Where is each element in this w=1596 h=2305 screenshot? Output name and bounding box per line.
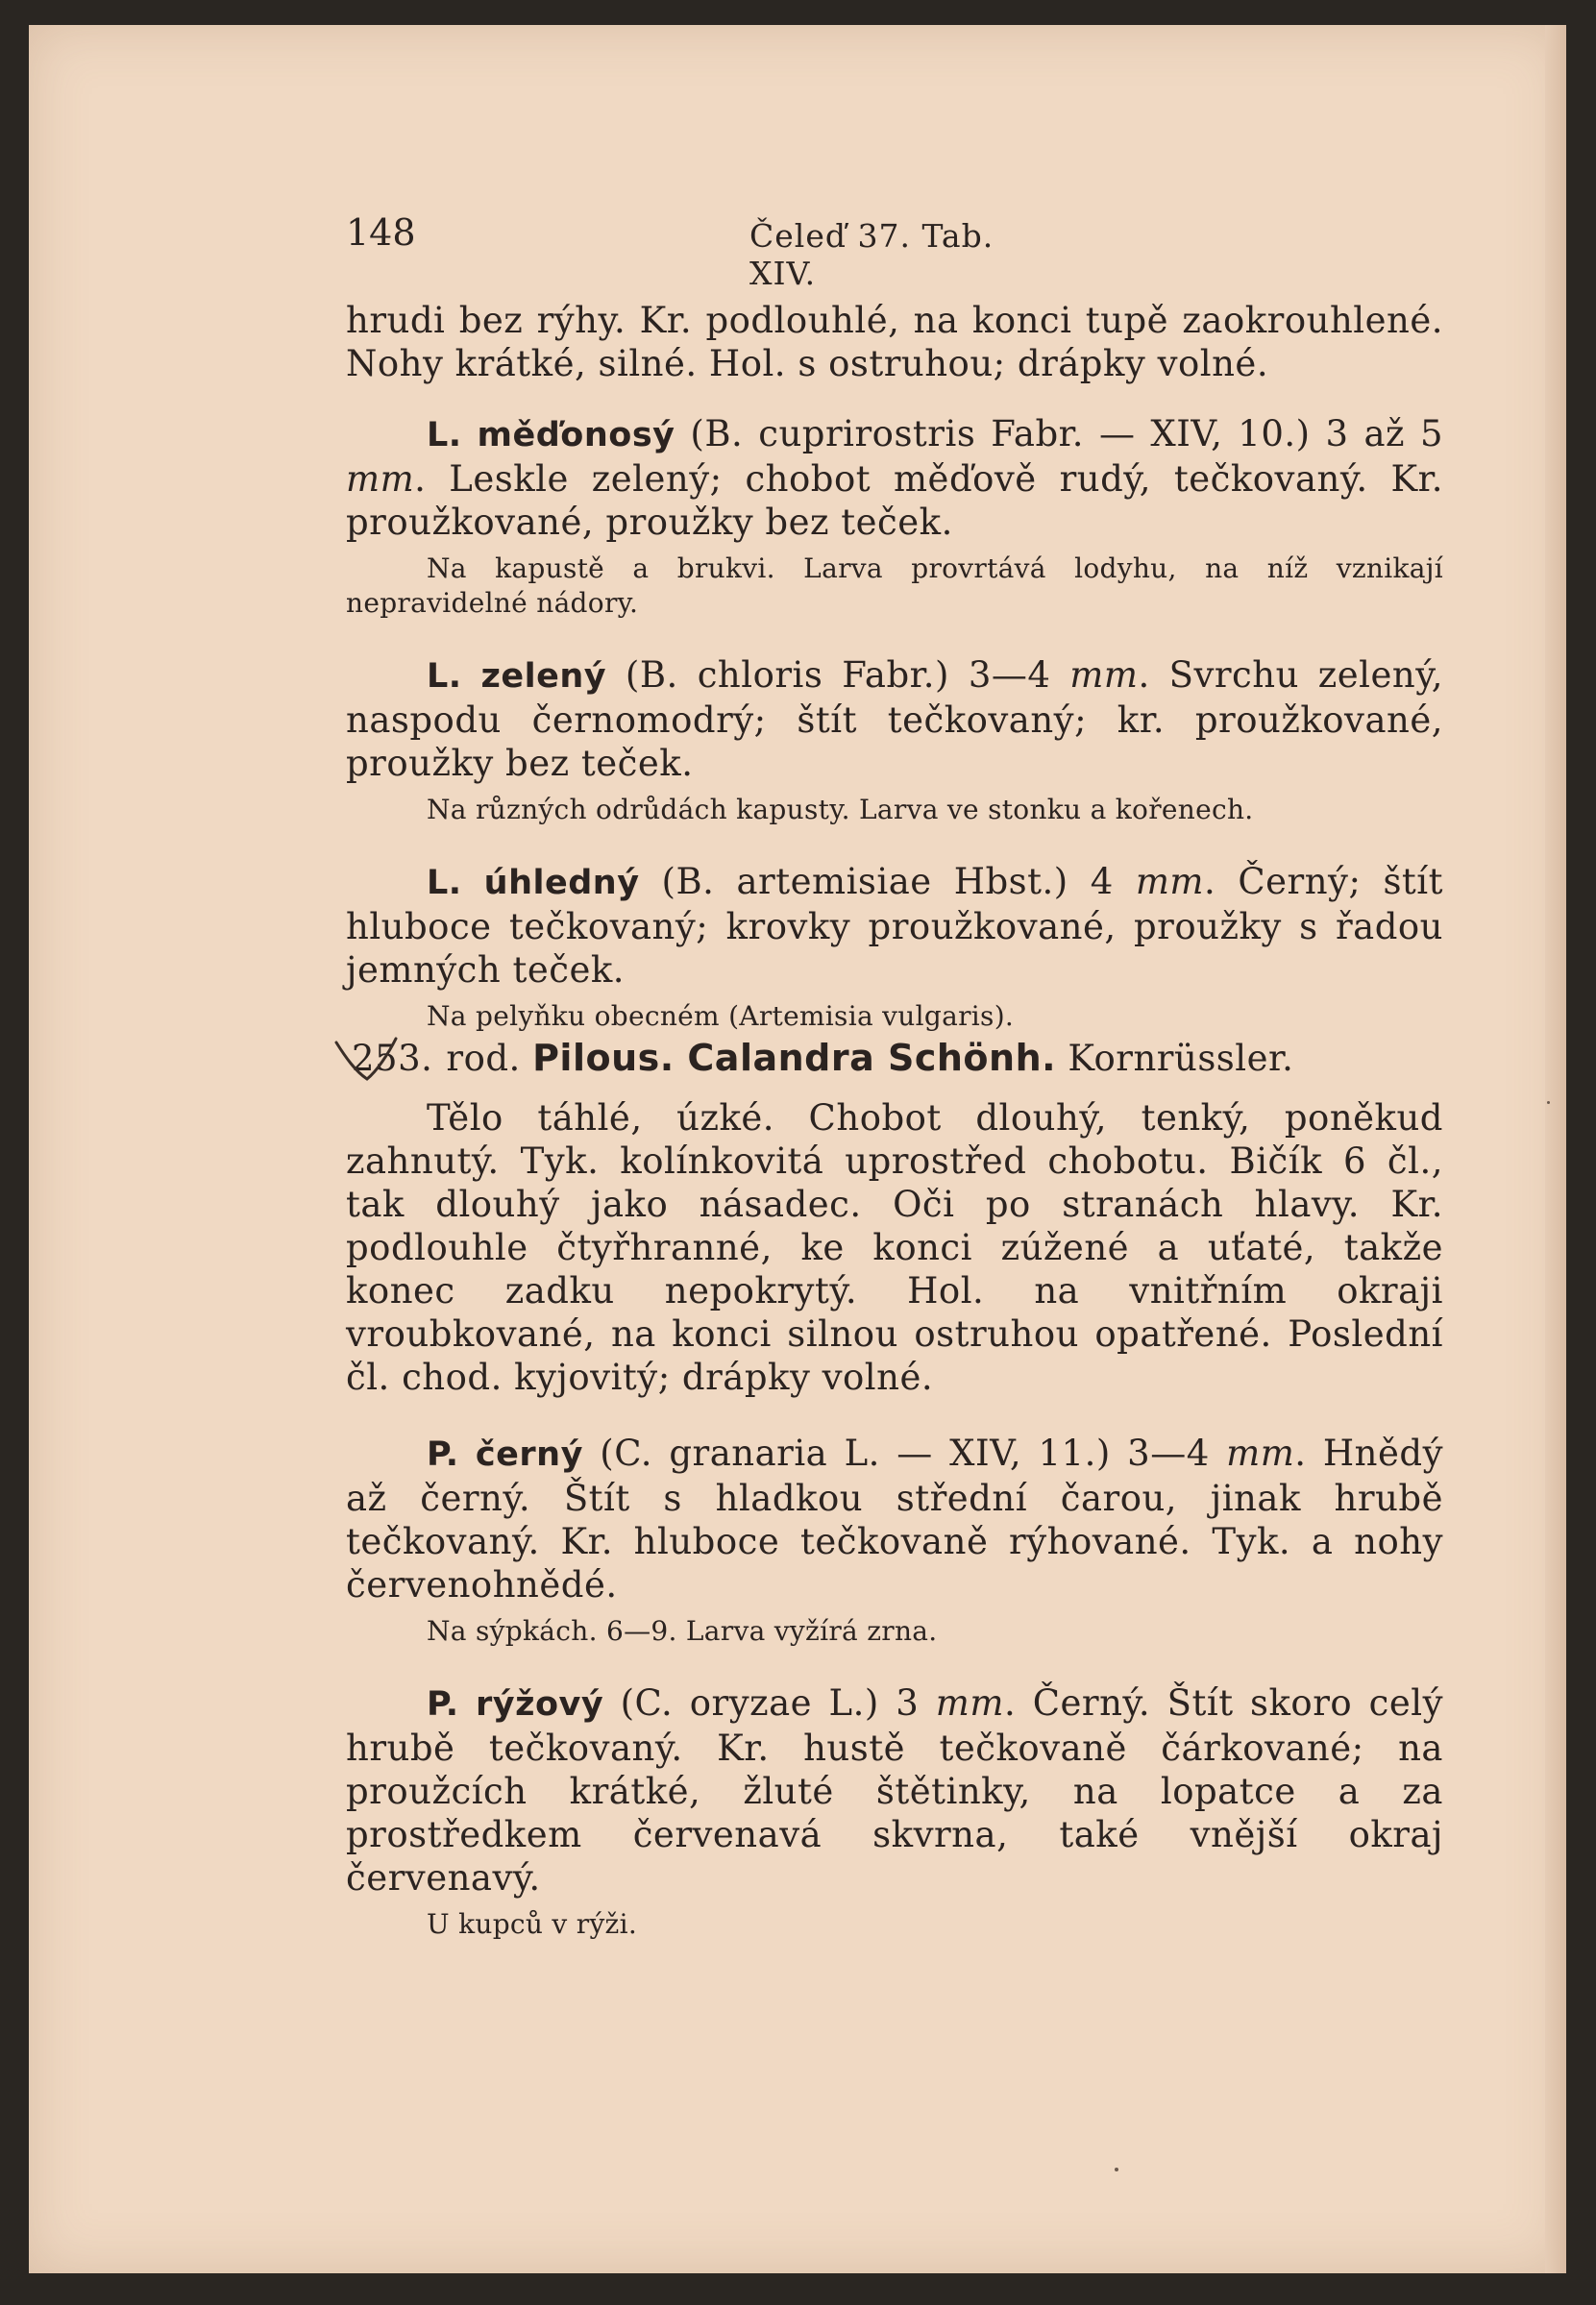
genus-number-wrap xyxy=(346,1035,432,1083)
species-text-b: . Černý. Štít skoro celý hrubě tečkovaný. Kr. hustě tečkovaně čárkované; na proužcích krátké, žluté štětinky, na lopatce a za prostředkem červenavá skvrna, také vnější okraj červenavý. xyxy=(346,1682,1443,1899)
page-body xyxy=(346,299,1443,1942)
species-text-a: (B. cuprirostris Fabr. — XIV, 10.) 3 až 5 xyxy=(675,413,1443,454)
species-text-b: . Svrchu zelený, naspodu černomodrý; štít tečkovaný; kr. proužkované, proužky bez teček. xyxy=(346,654,1443,784)
running-title: Čeleď 37. Tab. XIV. xyxy=(749,217,994,292)
species-text-a: (B. artemisiae Hbst.) 4 xyxy=(639,861,1136,902)
unit: mm xyxy=(1135,861,1205,902)
species-entry-granaria xyxy=(346,1432,1443,1606)
genus-rod: rod. xyxy=(446,1038,521,1079)
genus-description: Tělo táhlé, úzké. Chobot dlouhý, tenký, poněkud zahnutý. Tyk. kolínkovitá uprostřed chobotu. Bičík 6 čl., tak dlouhý jako násadec. Oči po stranách hlavy. Kr. podlouhle čtyřhranné, ke konci zúžené a uťaté, takže konec zadku nepokrytý. Hol. na vnitřním okraji vroubkované, na konci silnou ostruhou opatřené. Poslední čl. chod. kyjovitý; drápky volné. xyxy=(346,1097,1443,1398)
paper-speck xyxy=(1547,1101,1550,1104)
species-note: Na kapustě a brukvi. Larva provrtává lodyhu, na níž vznikají nepravidelné nádory. xyxy=(346,552,1443,619)
species-note: Na sýpkách. 6—9. Larva vyžírá zrna. xyxy=(427,1615,938,1647)
genus-german-name: Kornrüssler. xyxy=(1068,1038,1294,1079)
species-name: černý xyxy=(475,1435,583,1474)
species-abbr: L. xyxy=(427,657,462,696)
unit: mm xyxy=(1226,1433,1295,1474)
page-number: 148 xyxy=(346,211,416,254)
continued-paragraph xyxy=(346,299,1443,385)
continued-line-1: hrudi bez rýhy. Kr. podlouhlé, na konci tupě zaokrouhlené. xyxy=(346,300,1443,341)
species-name: zelený xyxy=(480,657,607,696)
genus-name: Pilous. Calandra Schönh. xyxy=(532,1037,1057,1079)
species-entry-oryzae xyxy=(346,1681,1443,1900)
continued-line-2: Nohy krátké, silné. Hol. s ostruhou; drápky volné. xyxy=(346,343,1269,384)
genus-number: 253. xyxy=(352,1038,433,1079)
species-name: rýžový xyxy=(476,1685,604,1724)
unit: mm xyxy=(935,1682,1004,1724)
species-text-a: (C. granaria L. — XIV, 11.) 3—4 xyxy=(582,1433,1227,1474)
page-header xyxy=(317,196,1028,292)
book-page xyxy=(29,25,1566,2273)
page-edge xyxy=(1545,25,1566,2273)
species-name: měďonosý xyxy=(477,416,675,454)
species-abbr: P. xyxy=(427,1685,459,1724)
species-entry-artemisiae xyxy=(346,860,1443,992)
species-abbr: L. xyxy=(427,864,462,902)
species-entry-chloris xyxy=(346,653,1443,785)
unit: mm xyxy=(346,458,415,500)
species-text-b: . Černý; štít hluboce tečkovaný; krovky proužkované, proužky s řadou jemných teček. xyxy=(346,861,1444,991)
handwritten-check-icon xyxy=(332,1029,400,1087)
species-abbr: P. xyxy=(427,1435,459,1474)
species-text-a: (C. oryzae L.) 3 xyxy=(603,1682,936,1724)
species-entry-cuprirostris xyxy=(346,412,1443,544)
species-abbr: L. xyxy=(427,416,462,454)
species-text-b: . Leskle zelený; chobot měďově rudý, tečkovaný. Kr. proužkované, proužky bez teček. xyxy=(346,458,1443,543)
species-name: úhledný xyxy=(483,864,640,902)
species-text-b: . Hnědý až černý. Štít s hladkou střední čarou, jinak hrubě tečkovaný. Kr. hluboce tečkovaně rýhované. Tyk. a nohy červenohnědé. xyxy=(346,1433,1443,1606)
unit: mm xyxy=(1069,654,1139,696)
species-note: Na pelyňku obecném (Artemisia vulgaris). xyxy=(427,1000,1015,1032)
species-note: Na různých odrůdách kapusty. Larva ve stonku a kořenech. xyxy=(427,794,1254,825)
species-text-a: (B. chloris Fabr.) 3—4 xyxy=(606,654,1070,696)
genus-heading xyxy=(346,1034,1443,1083)
species-note: U kupců v rýži. xyxy=(427,1908,638,1940)
paper-speck xyxy=(1115,2168,1118,2171)
